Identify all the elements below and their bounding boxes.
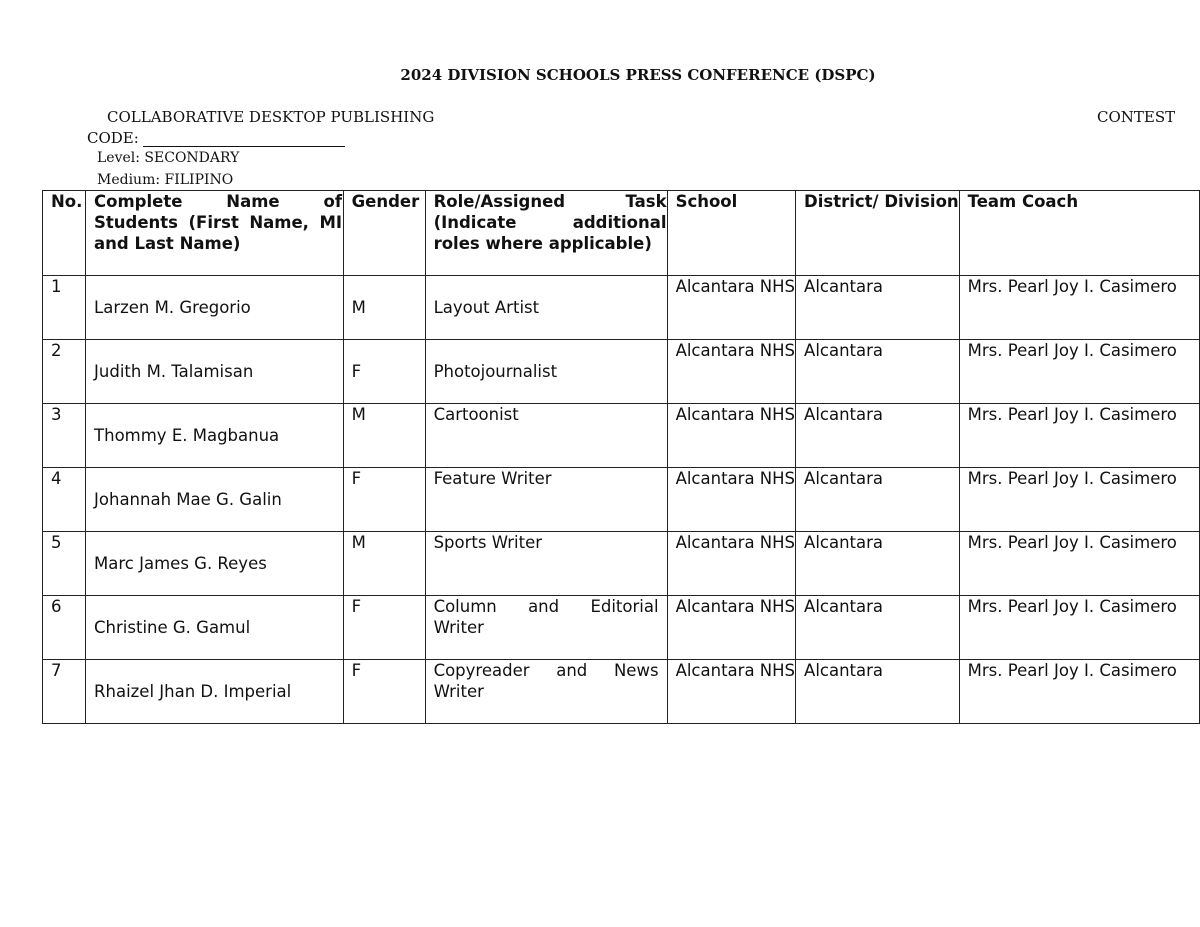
cell-school: Alcantara NHS	[667, 532, 795, 596]
cell-coach: Mrs. Pearl Joy I. Casimero	[959, 468, 1199, 532]
cell-name: Johannah Mae G. Galin	[86, 468, 344, 532]
cell-role: Layout Artist	[425, 276, 667, 340]
column-header-no: No.	[43, 191, 86, 276]
cell-name: Judith M. Talamisan	[86, 340, 344, 404]
column-header-district: District/ Division	[796, 191, 960, 276]
cell-district: Alcantara	[796, 340, 960, 404]
cell-role: Column and Editorial Writer	[425, 596, 667, 660]
cell-district: Alcantara	[796, 276, 960, 340]
cell-district: Alcantara	[796, 468, 960, 532]
cell-name: Larzen M. Gregorio	[86, 276, 344, 340]
cell-coach: Mrs. Pearl Joy I. Casimero	[959, 596, 1199, 660]
table-row	[43, 468, 1200, 532]
cell-gender: F	[343, 660, 425, 724]
column-header-role: Role/Assigned Task (Indicate additional roles where applicable)	[425, 191, 667, 276]
cell-name: Christine G. Gamul	[86, 596, 344, 660]
participants-table	[42, 190, 1200, 724]
cell-no: 2	[43, 340, 86, 404]
cell-coach: Mrs. Pearl Joy I. Casimero	[959, 276, 1199, 340]
cell-school: Alcantara NHS	[667, 340, 795, 404]
cell-gender: F	[343, 340, 425, 404]
contest-label: CONTEST	[1097, 108, 1176, 126]
column-header-name: Complete Name of Students (First Name, MI and Last Name)	[86, 191, 344, 276]
table-row	[43, 404, 1200, 468]
cell-school: Alcantara NHS	[667, 468, 795, 532]
cell-gender: M	[343, 276, 425, 340]
cell-coach: Mrs. Pearl Joy I. Casimero	[959, 660, 1199, 724]
cell-role: Copyreader and News Writer	[425, 660, 667, 724]
code-blank-line	[143, 130, 345, 147]
cell-name: Marc James G. Reyes	[86, 532, 344, 596]
cell-school: Alcantara NHS	[667, 276, 795, 340]
table-row	[43, 532, 1200, 596]
cell-name: Rhaizel Jhan D. Imperial	[86, 660, 344, 724]
table-row	[43, 276, 1200, 340]
medium-line: Medium: FILIPINO	[97, 172, 234, 188]
cell-school: Alcantara NHS	[667, 660, 795, 724]
cell-no: 7	[43, 660, 86, 724]
cell-district: Alcantara	[796, 596, 960, 660]
cell-no: 1	[43, 276, 86, 340]
cell-no: 4	[43, 468, 86, 532]
table-row	[43, 340, 1200, 404]
cell-gender: F	[343, 468, 425, 532]
cell-role: Cartoonist	[425, 404, 667, 468]
cell-no: 3	[43, 404, 86, 468]
table-row	[43, 596, 1200, 660]
cell-gender: M	[343, 404, 425, 468]
table-row	[43, 660, 1200, 724]
cell-coach: Mrs. Pearl Joy I. Casimero	[959, 532, 1199, 596]
cell-district: Alcantara	[796, 660, 960, 724]
page-title: 2024 DIVISION SCHOOLS PRESS CONFERENCE (DSPC)	[400, 66, 876, 84]
cell-gender: F	[343, 596, 425, 660]
column-header-gender: Gender	[343, 191, 425, 276]
cell-role: Photojournalist	[425, 340, 667, 404]
table-header-row	[43, 191, 1200, 276]
cell-district: Alcantara	[796, 404, 960, 468]
cell-role: Feature Writer	[425, 468, 667, 532]
cell-no: 6	[43, 596, 86, 660]
cell-name: Thommy E. Magbanua	[86, 404, 344, 468]
code-field	[87, 129, 345, 147]
cell-school: Alcantara NHS	[667, 596, 795, 660]
cell-role: Sports Writer	[425, 532, 667, 596]
cell-coach: Mrs. Pearl Joy I. Casimero	[959, 404, 1199, 468]
cell-gender: M	[343, 532, 425, 596]
cell-district: Alcantara	[796, 532, 960, 596]
column-header-coach: Team Coach	[959, 191, 1199, 276]
cell-no: 5	[43, 532, 86, 596]
level-line: Level: SECONDARY	[97, 150, 240, 166]
code-label: CODE:	[87, 129, 139, 147]
contest-category: COLLABORATIVE DESKTOP PUBLISHING	[107, 108, 435, 126]
cell-coach: Mrs. Pearl Joy I. Casimero	[959, 340, 1199, 404]
column-header-school: School	[667, 191, 795, 276]
cell-school: Alcantara NHS	[667, 404, 795, 468]
